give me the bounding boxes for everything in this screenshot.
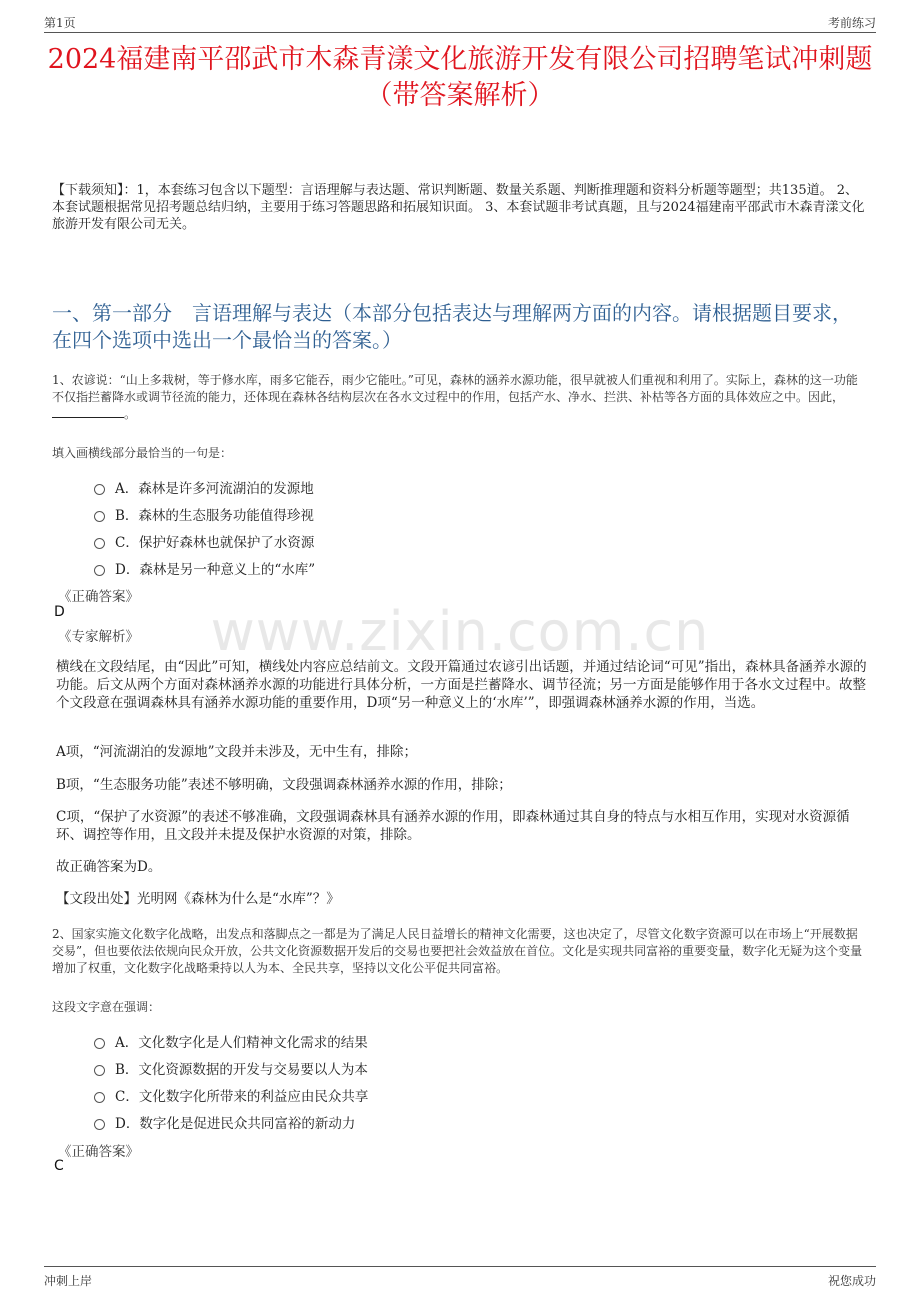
radio-icon[interactable] — [94, 565, 105, 576]
question-2-option-c[interactable] — [94, 1085, 368, 1105]
question-1-prompt: 填入画横线部分最恰当的一句是： — [52, 446, 233, 460]
option-label: D．森林是另一种意义上的“水库” — [115, 562, 316, 578]
watermark: www.zixin.com.cn — [210, 600, 710, 663]
analysis-option-a: A项，“河流湖泊的发源地”文段并未涉及，无中生有，排除； — [56, 744, 418, 760]
footer-left: 冲刺上岸 — [44, 1274, 93, 1288]
question-1-text: 1、农谚说：“山上多栽树，等于修水库，雨多它能吞，雨少它能吐。”可见，森林的涵养水源功能，很早就被人们重视和利用了。实际上，森林的这一功能不仅指拦蓄降水或调节径流的能力，还体现在森林各结构层次在各水文过程中的作用，包括产水、净水、拦洪、补枯等各方面的具体效应之中。因此， — [52, 373, 858, 404]
question-2-option-a[interactable] — [94, 1031, 368, 1051]
radio-icon[interactable] — [94, 1092, 105, 1103]
radio-icon[interactable] — [94, 538, 105, 549]
question-1-option-b[interactable] — [94, 504, 314, 524]
question-1-stem — [52, 372, 868, 423]
radio-icon[interactable] — [94, 1119, 105, 1130]
question-2-stem: 2、国家实施文化数字化战略，出发点和落脚点之一都是为了满足人民日益增长的精神文化需要，这也决定了，尽管文化数字资源可以在市场上“开展数据交易”，但也要依法依规向民众开放，公共文化资源数据开发后的交易也要把社会效益放在首位。文化是实现共同富裕的重要变量，数字化无疑为这个变量增加了权重，文化数字化战略秉持以人为本、全民共享，坚持以文化公平促共同富裕。 — [52, 927, 863, 975]
question-2-option-d[interactable] — [94, 1112, 355, 1132]
question-2-prompt: 这段文字意在强调： — [52, 1000, 161, 1014]
radio-icon[interactable] — [94, 484, 105, 495]
document-title: 2024福建南平邵武市木森青漾文化旅游开发有限公司招聘笔试冲刺题（带答案解析） — [47, 44, 873, 111]
footer-right: 祝您成功 — [827, 1274, 876, 1288]
answer-label: 《正确答案》 — [58, 589, 139, 605]
radio-icon[interactable] — [94, 511, 105, 522]
radio-icon[interactable] — [94, 1038, 105, 1049]
analysis-option-c: C项，“保护了水资源”的表述不够准确，文段强调森林具有涵养水源的作用，即森林通过其自身的特点与水相互作用，实现对水资源循环、调控等作用，且文段并未提及保护水资源的对策，排除。 — [56, 809, 850, 843]
analysis-paragraph: 横线在文段结尾，由“因此”可知，横线处内容应总结前文。文段开篇通过农谚引出话题，并通过结论词“可见”指出，森林具备涵养水源的功能。后文从两个方面对森林涵养水源的功能进行具体分析，一方面是拦蓄降水、调节径流；另一方面是能够作用于各水文过程中。故整个文段意在强调森林具有涵养水源功能的重要作用，D项“另一种意义上的‘水库’”，即强调森林涵养水源的作用，当选。 — [56, 659, 867, 711]
option-label: C．文化数字化所带来的利益应由民众共享 — [115, 1089, 369, 1105]
page-number: 第1页 — [44, 16, 76, 30]
radio-icon[interactable] — [94, 1065, 105, 1076]
option-label: B．森林的生态服务功能值得珍视 — [115, 508, 314, 524]
question-1-option-d[interactable] — [94, 558, 315, 578]
header-label: 考前练习 — [827, 16, 876, 30]
answer-label: 《正确答案》 — [58, 1144, 139, 1160]
correct-answer: D — [54, 604, 65, 620]
question-2-option-b[interactable] — [94, 1058, 368, 1078]
question-1-option-a[interactable] — [94, 477, 314, 497]
option-label: C．保护好森林也就保护了水资源 — [115, 535, 315, 551]
analysis-option-b: B项，“生态服务功能”表述不够明确，文段强调森林涵养水源的作用，排除； — [56, 777, 512, 793]
footer-divider — [44, 1266, 876, 1267]
download-notice: 【下载须知】：1，本套练习包含以下题型：言语理解与表达题、常识判断题、数量关系题、判断推理题和资料分析题等题型；共135道。 2、本套试题根据常见招考题总结归纳，主要用于练习答题思路和拓展知识面。 3、本套试题非考试真题，且与2024福建南平邵武市木森青漾文化旅游开发有限公司无关。 — [52, 183, 865, 232]
analysis-conclusion: 故正确答案为D。 — [56, 859, 162, 875]
question-1-text-end: 。 — [124, 407, 137, 421]
option-label: A．文化数字化是人们精神文化需求的结果 — [115, 1035, 368, 1051]
question-1-option-c[interactable] — [94, 531, 314, 551]
source-citation: 【文段出处】光明网《森林为什么是“水库”？》 — [56, 891, 340, 907]
section-heading: 一、第一部分 言语理解与表达（本部分包括表达与理解两方面的内容。请根据题目要求，在四个选项中选出一个最恰当的答案。） — [52, 301, 852, 352]
answer-blank — [52, 407, 124, 418]
option-label: D．数字化是促进民众共同富裕的新动力 — [115, 1116, 356, 1132]
correct-answer: C — [54, 1158, 64, 1174]
option-label: A．森林是许多河流湖泊的发源地 — [115, 481, 314, 497]
header-divider — [44, 32, 876, 33]
analysis-label: 《专家解析》 — [58, 629, 139, 645]
option-label: B．文化资源数据的开发与交易要以人为本 — [115, 1062, 368, 1078]
